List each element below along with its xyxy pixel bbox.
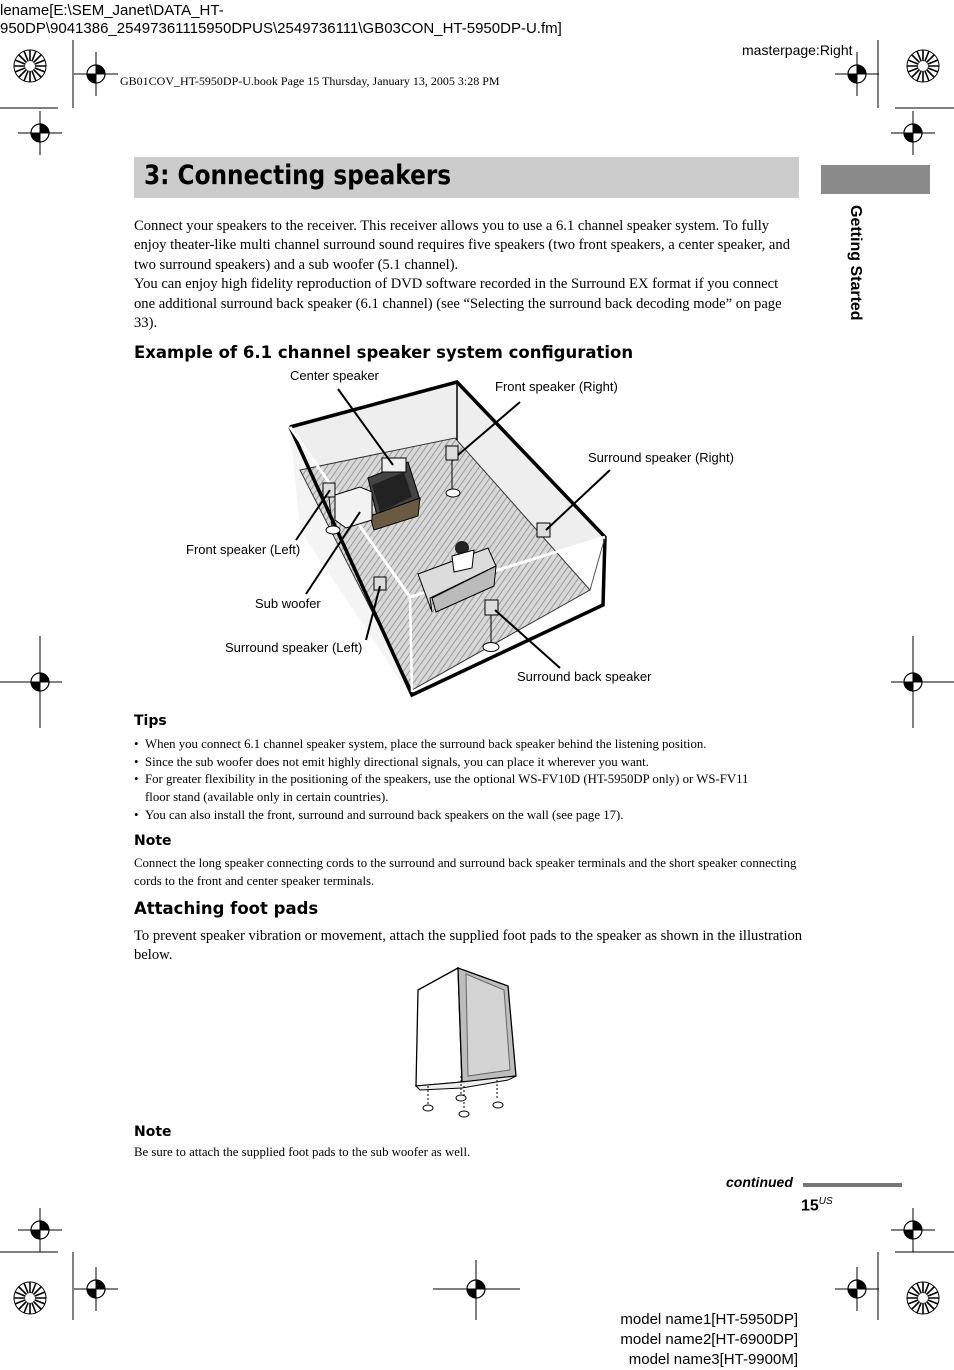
tip-item: • You can also install the front, surround and surround back speakers on the wall (see page 17). — [134, 807, 814, 825]
filename-line-2: 950DP\9041386_25497361115950DPUS\2549736111\GB03CON_HT-5950DP-U.fm] — [0, 20, 562, 37]
masterpage-label: masterpage:Right — [742, 42, 853, 58]
model-names — [560, 1310, 798, 1370]
tip-item: • For greater flexibility in the positioning of the speakers, use the optional WS-FV10D (HT-5950DP only) or WS-FV11 floor stand (available only in certain countries). — [134, 771, 775, 806]
intro-paragraph-2: You can enjoy high fidelity reproduction of DVD software recorded in the Surround EX format if you connect one additional surround back speaker (6.1 channel) (see “Selecting the surround back decoding mode” on page 33). — [134, 276, 782, 332]
note-2-heading: Note — [134, 1124, 172, 1140]
model-name-2: model name2[HT-6900DP] — [620, 1331, 798, 1348]
side-tab-label: Getting Started — [847, 205, 864, 321]
tip-item: • When you connect 6.1 channel speaker system, place the surround back speaker behind the listening position. — [134, 736, 814, 754]
continued-label: continued — [726, 1174, 793, 1190]
model-name-1: model name1[HT-5950DP] — [620, 1311, 798, 1328]
tip-item: • Since the sub woofer does not emit highly directional signals, you can place it wherever you want. — [134, 754, 814, 772]
note-heading: Note — [134, 833, 172, 849]
label-center-speaker: Center speaker — [290, 368, 379, 383]
page-number — [801, 1196, 833, 1215]
continued-bar — [803, 1183, 902, 1187]
foot-pads-heading: Attaching foot pads — [134, 899, 319, 918]
note-2-text: Be sure to attach the supplied foot pads to the sub woofer as well. — [134, 1145, 471, 1159]
note-text: Connect the long speaker connecting cords to the surround and surround back speaker terminals and the short speaker connecting cords to the front and center speaker terminals. — [134, 856, 797, 888]
label-surround-back: Surround back speaker — [517, 669, 652, 684]
page-number-value: 15 — [801, 1197, 819, 1215]
book-info-line: GB01COV_HT-5950DP-U.book Page 15 Thursday, January 13, 2005 3:28 PM — [120, 74, 500, 88]
label-front-right: Front speaker (Right) — [495, 379, 618, 394]
label-front-left: Front speaker (Left) — [186, 542, 301, 557]
label-surround-left: Surround speaker (Left) — [225, 640, 363, 655]
page-number-suffix: US — [818, 1196, 833, 1207]
label-surround-right: Surround speaker (Right) — [588, 450, 734, 465]
page-title: 3: Connecting speakers — [144, 160, 452, 191]
model-name-3: model name3[HT-9900M] — [628, 1351, 798, 1368]
tips-heading: Tips — [134, 713, 167, 729]
example-heading: Example of 6.1 channel speaker system configuration — [134, 343, 634, 362]
filename-line-1: lename[E:\SEM_Janet\DATA_HT- — [0, 2, 224, 19]
label-sub-woofer: Sub woofer — [255, 596, 321, 611]
intro-paragraph-1: Connect your speakers to the receiver. This receiver allows you to use a 6.1 channel speaker system. To fully enjoy theater-like multi channel surround sound requires five speakers (two front speakers, a center speaker, and two surround speakers) and a sub woofer (5.1 channel). — [134, 218, 791, 273]
foot-pads-text: To prevent speaker vibration or movement, attach the supplied foot pads to the speaker as shown in the illustration below. — [134, 928, 803, 964]
